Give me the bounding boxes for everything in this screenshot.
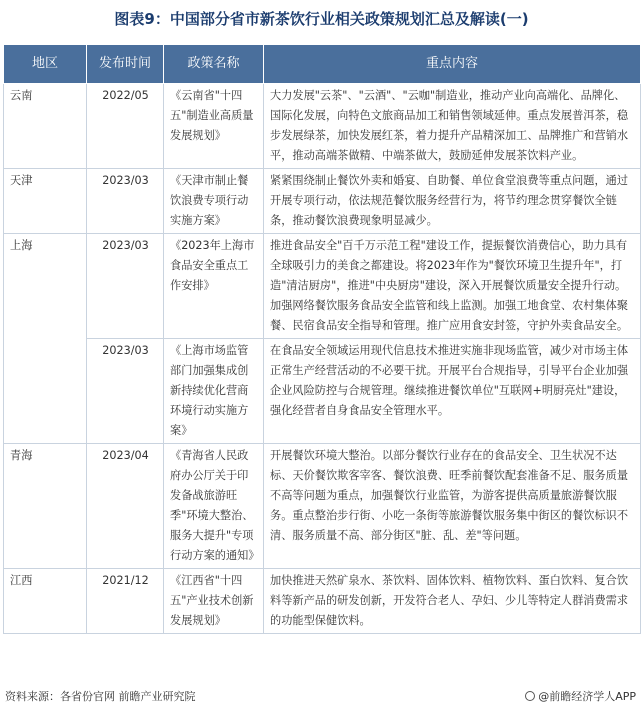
- header-content: 重点内容: [264, 45, 641, 84]
- policy-cell: 《青海省人民政府办公厅关于印发备战旅游旺季"环境大整治、服务大提升"专项行动方案的通知》: [164, 444, 264, 569]
- region-cell: 云南: [4, 84, 87, 169]
- policy-cell: 《江西省"十四五"产业技术创新发展规划》: [164, 569, 264, 634]
- date-cell: 2022/05: [87, 84, 164, 169]
- content-cell: 紧紧围绕制止餐饮外卖和婚宴、自助餐、单位食堂浪费等重点问题，通过开展专项行动，依法规范餐饮服务经营行为，将节约理念贯穿餐饮全链条，推动餐饮浪费现象明显减少。: [264, 169, 641, 234]
- content-cell: 推进食品安全"百千万示范工程"建设工作，提振餐饮消费信心，助力具有全球吸引力的美食之都建设。将2023年作为"餐饮环境卫生提升年"，打造"清洁厨房"，推进"中央厨房"建设，深入开展餐饮质量安全提升行动。加强网络餐饮服务食品安全监管和线上监测。加强工地食堂、农村集体聚餐、民宿食品安全指导和管理。推广应用食安封签，守护外卖食品安全。: [264, 234, 641, 339]
- table-row: [4, 169, 641, 234]
- policy-table: [3, 44, 641, 634]
- table-row: [4, 339, 641, 444]
- source-note: 资料来源：各省份官网 前瞻产业研究院: [5, 690, 196, 703]
- date-cell: 2023/03: [87, 339, 164, 444]
- table-row: [4, 234, 641, 339]
- policy-cell: 《上海市场监管部门加强集成创新持续优化营商环境行动实施方案》: [164, 339, 264, 444]
- header-region: 地区: [4, 45, 87, 84]
- brand-label: @前瞻经济学人APP: [538, 690, 636, 703]
- header-date: 发布时间: [87, 45, 164, 84]
- date-cell: 2023/04: [87, 444, 164, 569]
- brand-credit: [525, 688, 636, 704]
- region-cell: 天津: [4, 169, 87, 234]
- table-row: [4, 569, 641, 634]
- content-cell: 加快推进天然矿泉水、茶饮料、固体饮料、植物饮料、蛋白饮料、复合饮料等新产品的研发创新，开发符合老人、孕妇、少儿等特定人群消费需求的功能型保健饮料。: [264, 569, 641, 634]
- table-row: [4, 84, 641, 169]
- header-policy: 政策名称: [164, 45, 264, 84]
- region-cell: 江西: [4, 569, 87, 634]
- date-cell: 2023/03: [87, 234, 164, 339]
- policy-cell: 《云南省"十四五"制造业高质量发展规划》: [164, 84, 264, 169]
- content-cell: 开展餐饮环境大整治。以部分餐饮行业存在的食品安全、卫生状况不达标、天价餐饮欺客宰客、餐饮浪费、旺季前餐饮配套准备不足、服务质量不高等问题为重点，加强餐饮行业监管，为游客提供高质量旅游餐饮服务。重点整治步行街、小吃一条街等旅游餐饮服务集中街区的餐饮标识不清、服务质量不高、部分街区"脏、乱、差"等问题。: [264, 444, 641, 569]
- date-cell: 2023/03: [87, 169, 164, 234]
- figure-title: 图表9：中国部分省市新茶饮行业相关政策规划汇总及解读(一): [114, 10, 529, 28]
- policy-cell: 《2023年上海市食品安全重点工作安排》: [164, 234, 264, 339]
- content-cell: 在食品安全领域运用现代信息技术推进实施非现场监管，减少对市场主体正常生产经营活动的不必要干扰。开展平台合规指导，引导平台企业加强企业风险防控与合规管理。继续推进餐饮单位"互联网+明厨亮灶"建设，强化经营者自身食品安全管理水平。: [264, 339, 641, 444]
- policy-cell: 《天津市制止餐饮浪费专项行动实施方案》: [164, 169, 264, 234]
- table-header-row: [4, 45, 641, 84]
- table-row: [4, 444, 641, 569]
- brand-logo-icon: [525, 691, 535, 701]
- date-cell: 2021/12: [87, 569, 164, 634]
- region-cell: 上海: [4, 234, 87, 444]
- region-cell: 青海: [4, 444, 87, 569]
- content-cell: 大力发展"云茶"、"云酒"、"云咖"制造业，推动产业向高端化、品牌化、国际化发展，向特色文旅商品加工和销售领域延伸。重点发展普洱茶，稳步发展绿茶，加快发展红茶，着力提升产品精深加工、品牌推广和营销水平，推动高端茶做精、中端茶做大，鼓励延伸发展茶饮料产业。: [264, 84, 641, 169]
